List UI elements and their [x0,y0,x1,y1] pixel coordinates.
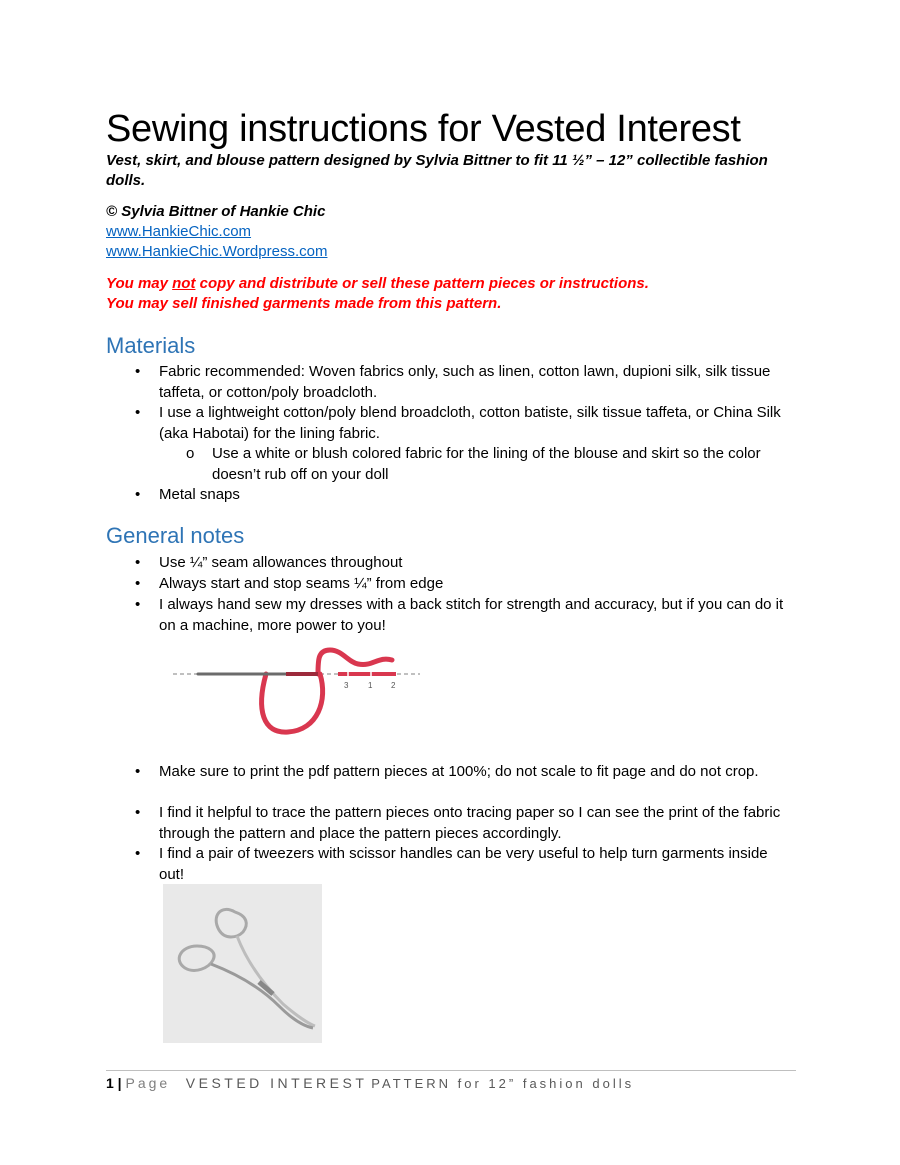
bullet-icon: • [135,575,141,592]
bullet-icon: • [135,363,141,380]
page-footer [106,1074,634,1093]
warning-emphasis: not [172,275,196,292]
bullet-icon: • [135,554,141,571]
bullet-icon: • [135,845,141,862]
bullet-icon: • [135,404,141,421]
stitch-label: 1 [368,681,373,690]
bullet-icon: • [135,486,141,503]
link-hankiechic-wordpress[interactable]: www.HankieChic.Wordpress.com [106,243,328,260]
circle-bullet-icon: o [186,445,195,462]
tweezers-photo [163,884,322,1043]
document-title: Sewing instructions for Vested Interest [106,108,741,150]
general-notes-heading: General notes [106,523,245,548]
back-stitch-diagram [168,640,428,740]
footer-divider [106,1070,796,1071]
footer-pattern-title: VESTED INTEREST [185,1075,368,1091]
page-number: 1 [106,1075,114,1091]
page-word: Page [125,1075,171,1091]
copyright-line: © Sylvia Bittner of Hankie Chic [106,203,326,220]
thread-tail [262,674,323,732]
footer-pattern-subtitle: PATTERN for 12” fashion dolls [371,1076,635,1091]
scissor-tweezers-icon [163,884,322,1043]
bullet-icon: • [135,763,141,780]
footer-separator: | [113,1075,126,1091]
stitch-label: 3 [344,681,349,690]
thread-loop [318,650,392,674]
materials-heading: Materials [106,333,196,358]
copy-warning: You may not copy and distribute or sell these pattern pieces or instructions. [106,275,649,292]
sell-permission: You may sell finished garments made from this pattern. [106,295,502,312]
document-page: Sewing instructions for Vested Interest Vest, skirt, and blouse pattern designed by Sylvia Bittner to fit 11 ½” – 12” collectible fashion dolls. © Sylvia Bittner of Hankie Chic www.HankieChic.com www.HankieChic.Wordpress.com You may not copy and distribute or sell these pattern pieces or instructions. You may sell finished garments made from this pattern. Materials • Fabric recommended: Woven fabrics only, such as linen, cotton lawn, dupioni silk, silk tissue taffeta, or cotton/poly broadcloth. • I use a lightweight cotton/poly blend broadcloth, cotton batiste, silk tissue taffeta, or China Silk (aka Habotai) for the lining fabric. o Use a white or blush colored fabric for the lining of the blouse and skirt so the color doesn’t rub off on your doll • Metal snaps General notes • Use ¼” seam allowances throughout • Always start and stop seams ¼” from edge • I always hand sew my dresses with a back stitch for strength and accuracy, but if you can do it on a machine, more power to you! 3 1 2 • Make sure to print the pdf pattern pieces at 100%; do not scale to fit page and do not crop. • I find it helpful to trace the pattern pieces onto tracing paper so I can see the print of the fabric through the pattern and place the pattern pieces accordingly. • I find a pair of tweezers with scissor handles can be very useful to help turn garments inside out! 1 | Page VESTED INTEREST PATTERN for 12” fashion dolls [0,0,900,1165]
stitch-label: 2 [391,681,396,690]
bullet-icon: • [135,804,141,821]
link-hankiechic[interactable]: www.HankieChic.com [106,223,252,240]
bullet-icon: • [135,596,141,613]
document-subtitle: Vest, skirt, and blouse pattern designed by Sylvia Bittner to fit 11 ½” – 12” collectible fashion dolls. [106,152,768,189]
